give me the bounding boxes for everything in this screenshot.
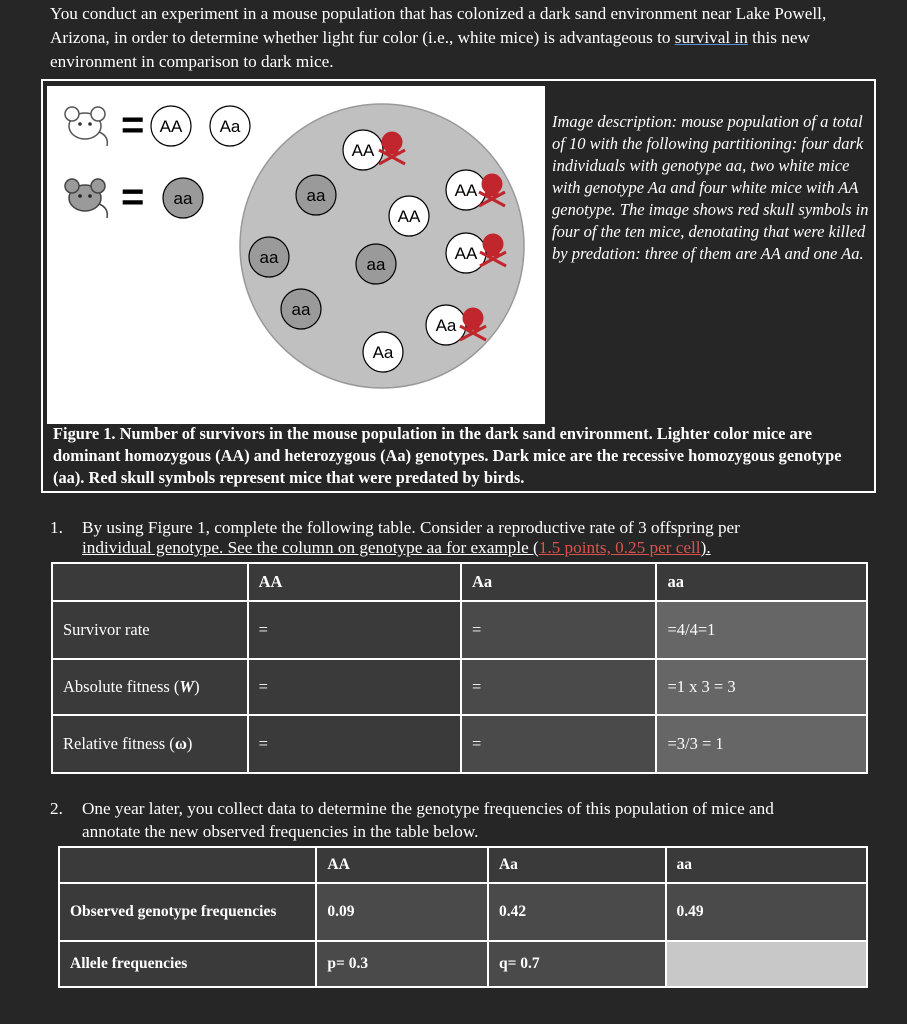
cell-Aa: 0.42 bbox=[488, 883, 666, 941]
frequency-table-header-row bbox=[59, 847, 867, 883]
row-label-close: ) bbox=[186, 734, 193, 753]
legend-genotype-aa bbox=[163, 178, 203, 218]
row-label-text: Absolute fitness ( bbox=[63, 677, 180, 696]
fitness-table-header-AA: AA bbox=[248, 563, 461, 601]
mouse-aa bbox=[249, 237, 289, 277]
fitness-table-header-Aa: Aa bbox=[461, 563, 656, 601]
cell-aa: 0.49 bbox=[666, 883, 867, 941]
mouse-label: aa bbox=[259, 248, 279, 267]
row-label-text: Survivor rate bbox=[63, 620, 150, 639]
mouse-aa bbox=[281, 289, 321, 329]
table-row bbox=[52, 659, 867, 715]
cell-aa: =4/4=1 bbox=[656, 601, 867, 659]
table-row bbox=[52, 601, 867, 659]
question-1 bbox=[50, 518, 880, 562]
mouse-aa bbox=[296, 175, 336, 215]
cell-aa: =3/3 = 1 bbox=[656, 715, 867, 773]
mouse-label: Aa bbox=[372, 343, 394, 362]
figure-image-description: Image description: mouse population of a total of 10 with the following partitioning: four dark individuals with genotype aa, two white mice with genotype Aa and four white mice with AA genotype. The image shows red skull symbols in four of the ten mice, denotating that were killed by predation: three of them are AA and one Aa. bbox=[552, 112, 869, 263]
mouse-label: AA bbox=[454, 244, 478, 263]
mouse-Aa bbox=[363, 332, 403, 372]
table-row bbox=[52, 715, 867, 773]
cell-q: q= 0.7 bbox=[488, 941, 666, 987]
mouse-AA bbox=[389, 196, 429, 236]
question-1-line-2 bbox=[82, 538, 711, 558]
fitness-table-header-row bbox=[52, 563, 867, 601]
fitness-table-corner bbox=[52, 563, 248, 601]
row-label-observed-genotype-frequencies: Observed genotype frequencies bbox=[59, 883, 316, 941]
question-2-line-1: One year later, you collect data to determine the genotype frequencies of this population of mice and bbox=[82, 799, 774, 818]
row-label-symbol: ω bbox=[174, 734, 187, 753]
row-label-allele-frequencies: Allele frequencies bbox=[59, 941, 316, 987]
figure-image bbox=[47, 86, 545, 424]
row-label-symbol: W bbox=[179, 677, 195, 696]
fitness-table bbox=[51, 562, 868, 774]
legend-genotype-Aa-label: Aa bbox=[219, 117, 241, 136]
cell-AA[interactable]: = bbox=[248, 601, 461, 659]
cell-Aa[interactable]: = bbox=[461, 659, 656, 715]
mouse-label: AA bbox=[397, 207, 421, 226]
table-row bbox=[59, 941, 867, 987]
row-label-close: ) bbox=[194, 677, 200, 696]
question-1-points: 1.5 points, 0.25 per cell bbox=[538, 538, 701, 557]
legend-genotype-AA bbox=[151, 106, 191, 146]
legend-equals-white: = bbox=[121, 103, 145, 147]
mouse-label: aa bbox=[291, 300, 311, 319]
legend-genotype-aa-label: aa bbox=[173, 189, 193, 208]
intro-text-end: this new environment in comparison to dark mice. bbox=[50, 28, 810, 71]
question-2-number: 2. bbox=[50, 799, 63, 818]
question-2 bbox=[50, 799, 880, 843]
cell-aa: =1 x 3 = 3 bbox=[656, 659, 867, 715]
mouse-label: aa bbox=[366, 255, 386, 274]
row-label-relative-fitness bbox=[52, 715, 248, 773]
mouse-aa bbox=[356, 244, 396, 284]
legend-dark-mouse-icon bbox=[65, 179, 107, 218]
intro-underlined-text: survival in bbox=[674, 28, 748, 47]
cell-AA[interactable]: = bbox=[248, 659, 461, 715]
cell-empty bbox=[666, 941, 867, 987]
question-2-line-2: annotate the new observed frequencies in the table below. bbox=[82, 822, 479, 841]
row-label-absolute-fitness bbox=[52, 659, 248, 715]
cell-Aa[interactable]: = bbox=[461, 601, 656, 659]
question-1-instruction: individual genotype. See the column on genotype aa for example ( bbox=[82, 538, 539, 557]
frequency-table-header-Aa: Aa bbox=[488, 847, 666, 883]
mouse-label: aa bbox=[306, 186, 326, 205]
legend-equals-dark: = bbox=[121, 175, 145, 219]
table-row bbox=[59, 883, 867, 941]
question-1-instruction-end: ). bbox=[700, 538, 711, 557]
frequency-table-header-AA: AA bbox=[316, 847, 488, 883]
mouse-label: AA bbox=[351, 141, 375, 160]
row-label-survivor-rate bbox=[52, 601, 248, 659]
question-1-line-1: By using Figure 1, complete the following table. Consider a reproductive rate of 3 offspring per bbox=[82, 518, 740, 537]
cell-p: p= 0.3 bbox=[316, 941, 488, 987]
mouse-label: Aa bbox=[435, 316, 457, 335]
fitness-table-header-aa: aa bbox=[656, 563, 867, 601]
intro-text: You conduct an experiment in a mouse population that has colonized a dark sand environment near Lake Powell, Arizona, in order to determine whether light fur color (i.e., white mice) is advantageous to bbox=[50, 4, 827, 47]
figure-illustration bbox=[47, 86, 545, 424]
cell-Aa[interactable]: = bbox=[461, 715, 656, 773]
frequency-table-header-aa: aa bbox=[666, 847, 867, 883]
question-1-number: 1. bbox=[50, 518, 63, 537]
row-label-text: Relative fitness ( bbox=[63, 734, 175, 753]
frequency-table bbox=[58, 846, 868, 988]
legend-white-mouse-icon bbox=[65, 107, 107, 146]
mouse-label: AA bbox=[454, 181, 478, 200]
cell-AA: 0.09 bbox=[316, 883, 488, 941]
figure-1-box bbox=[41, 79, 876, 493]
figure-caption: Figure 1. Number of survivors in the mouse population in the dark sand environment. Lighter color mice are dominant homozygous (AA) and heterozygous (Aa) genotypes. Dark mice are the recessive homozygous genotype (aa). Red skull symbols represent mice that were predated by birds. bbox=[53, 424, 842, 487]
legend-genotype-Aa bbox=[210, 106, 250, 146]
legend-genotype-AA-label: AA bbox=[159, 117, 183, 136]
frequency-table-corner bbox=[59, 847, 316, 883]
intro-paragraph bbox=[50, 2, 880, 74]
cell-AA[interactable]: = bbox=[248, 715, 461, 773]
